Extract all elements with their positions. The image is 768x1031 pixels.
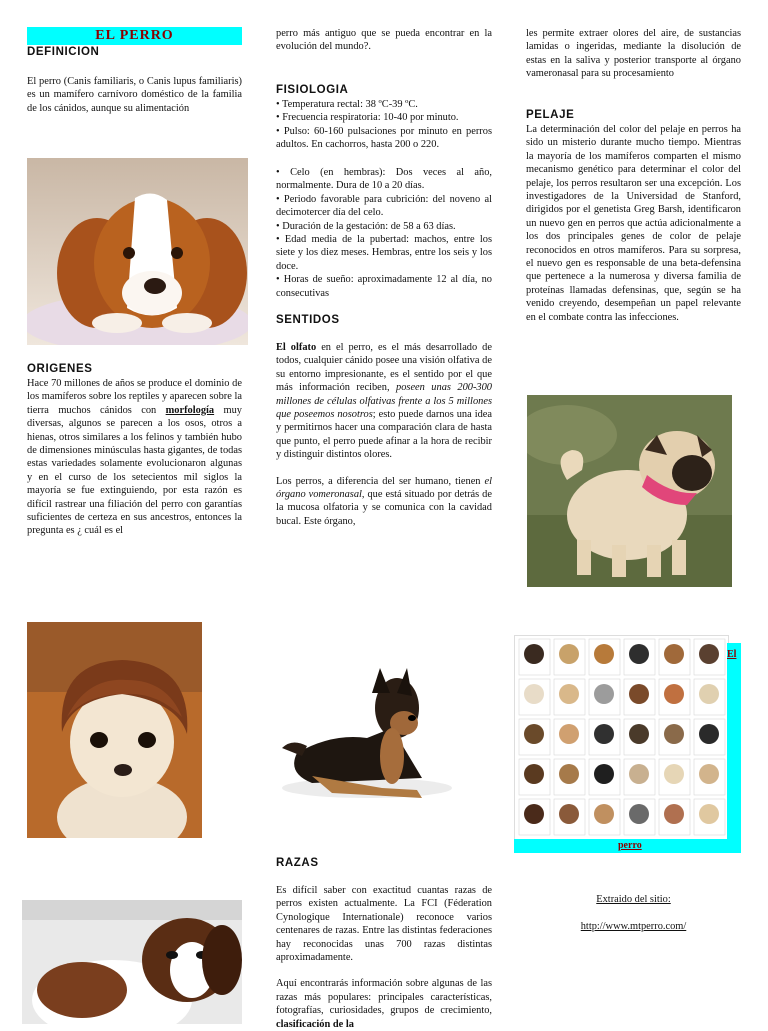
chihuahua-wig-photo bbox=[27, 622, 202, 838]
razas-p2-bold: clasificación de la bbox=[276, 1018, 354, 1030]
sentidos-heading: SENTIDOS bbox=[276, 314, 340, 326]
page-title: EL PERRO bbox=[27, 27, 242, 45]
origenes-text-a: Hace 70 millones de años se produce el dominio de los mamíferos sobre los reptiles y aparecen sobre la tierra muchos cánidos con bbox=[27, 378, 242, 416]
dog-breeds-poster bbox=[514, 635, 741, 853]
fisiologia-item: • Pulso: 60-160 pulsaciones por minuto en perros adultos. En cachorros, hasta 200 o 220. bbox=[276, 125, 492, 151]
razas-heading: RAZAS bbox=[276, 857, 319, 869]
source-label-text: Extraido del sitio: bbox=[596, 894, 671, 905]
sentidos-p1-a: en el perro, es el más desarrollado de todos, cualquier cánido posee una visión olfativa de su entorno impresionante, es el sentido por el que más información reciben, bbox=[276, 342, 492, 394]
vomeronasal-term: el órgano vomeronasal bbox=[276, 475, 492, 501]
source-label bbox=[526, 893, 741, 906]
fisiologia-list-b bbox=[276, 166, 492, 300]
definicion-text bbox=[27, 75, 242, 115]
origenes-continued bbox=[276, 27, 492, 54]
sentidos-p1-italic: poseen unas 200-300 millones de células olfativas frente a los 5 millones que poseemos nosotros bbox=[276, 382, 493, 421]
sentidos-p2-a: Los perros, a diferencia del ser humano, tienen bbox=[276, 475, 485, 487]
fisiologia-item: • Periodo favorable para cubrición: del noveno al decimotercer día del celo. bbox=[276, 193, 492, 219]
fisiologia-item: • Temperatura rectal: 38 ºC-39 ºC. bbox=[276, 99, 418, 110]
origenes-text-b: muy diversas, algunos se parecen a los osos, otros a hienas, otros similares a los felinos y también hubo de dimensiones minúsculas hasta gigantes, de todas estas variedades solamente evolucionaron algunas y en el curso de los setecientos mil siglos la mayoría se fue extinguiendo, por esta razón es difícil rastrear una filiación del perro con garantías suficientes de certeza en sus ancestros, entonces la pregunta es ¿ cuál es el bbox=[27, 404, 242, 537]
razas-text bbox=[276, 884, 492, 1031]
pelaje-paragraph: La determinación del color del pelaje en perros ha sido un misterio durante mucho tiempo. Mientras la mayoría de los mamíferos comparten el mismo mecanismo genético para determinar el color del pelaje, los perros resultaron ser una excepción. Los investigadores de la Universidad de Stanford, dirigidos por el genetista Greg Barsh, identificaron un nuevo gen en perros que actúa adicionalmente a los dos principales genes de color de pelaje reconocidos en otros mamíferos. Para su sorpresa, el nuevo gen es responsable de una beta-defensina que pertenece a la numerosa y diversa familia de proteínas llamadas defensinas, que, según se ha venido creyendo, desempeñan un papel relevante en el combate contra las infecciones. bbox=[526, 124, 741, 323]
olfato-term: El olfato bbox=[276, 342, 317, 353]
definicion-paragraph: El perro (Canis familiaris, o Canis lupus familiaris) es un mamífero carnívoro doméstico de la familia de los cánidos, aunque su alimentación bbox=[27, 76, 242, 114]
razas-paragraph-1: Es difícil saber con exactitud cuantas razas de perros existen actualmente. La FCI (Féderation Cynologique Internationale) reconoce varios centenares de razas. Entre las distintas federaciones hay reconocidas unas 700 razas distintas aproximadamente. bbox=[276, 885, 492, 964]
sentidos-text bbox=[276, 341, 492, 528]
german-shepherd-puppy-photo bbox=[272, 638, 453, 806]
fisiologia-item: • Edad media de la pubertad: machos, entre los siete y los diez meses. Hembras, entre los seis y los doce. bbox=[276, 234, 492, 272]
sentidos-continued-text: les permite extraer olores del aire, de sustancias lamidas o ingeridas, mediante la disolución de estas en la saliva y posterior transporte al órgano vameronasal para su procesamiento bbox=[526, 28, 741, 80]
pelaje-text bbox=[526, 123, 741, 324]
poster-side-band bbox=[727, 643, 741, 853]
poster-label-bottom: perro bbox=[618, 840, 642, 851]
fisiologia-item: • Horas de sueño: aproximadamente 12 al día, no consecutivas bbox=[276, 274, 492, 299]
fisiologia-item: • Duración de la gestación: de 58 a 63 días. bbox=[276, 220, 456, 232]
sentidos-continued bbox=[526, 27, 741, 81]
poster-label-top: El bbox=[727, 649, 737, 660]
fisiologia-list-a bbox=[276, 98, 492, 152]
fisiologia-item: • Frecuencia respiratoria: 10-40 por minuto. bbox=[276, 112, 459, 124]
pelaje-heading: PELAJE bbox=[526, 109, 575, 121]
cavalier-puppy-photo bbox=[27, 158, 248, 345]
fisiologia-heading: FISIOLOGIA bbox=[276, 84, 349, 96]
origenes-continued-text: perro más antiguo que se pueda encontrar en la evolución del mundo?. bbox=[276, 28, 492, 53]
definicion-heading: DEFINICION bbox=[27, 46, 100, 58]
fisiologia-item: • Celo (en hembras): Dos veces al año, normalmente. Dura de 10 a 20 días. bbox=[276, 167, 492, 192]
razas-p2-a: Aquí encontrarás información sobre algunas de las razas más populares: principales características, fotografías, curiosidades, grupos de crecimiento, bbox=[276, 978, 492, 1017]
origenes-heading: ORIGENES bbox=[27, 363, 93, 375]
morfologia-term: morfología bbox=[165, 404, 215, 416]
sentidos-p1-b: ; esto puede darnos una idea y permitirnos hacer una comparación clara de hasta que punto, el perro puede afinar a la hora de recibir y distinguir distintos olores. bbox=[276, 409, 493, 461]
saint-bernard-puppy-photo bbox=[22, 900, 242, 1024]
origenes-text bbox=[27, 377, 242, 538]
poster-grid bbox=[514, 635, 729, 841]
source-url-link[interactable]: http://www.mtperro.com/ bbox=[580, 921, 687, 932]
pug-puppy-photo bbox=[527, 395, 732, 587]
sentidos-p2-b: , que está situado por detrás de la mucosa olfatoria y se comunica con la cavidad bucal. Este órgano, bbox=[276, 489, 492, 527]
source-url[interactable] bbox=[526, 920, 741, 933]
